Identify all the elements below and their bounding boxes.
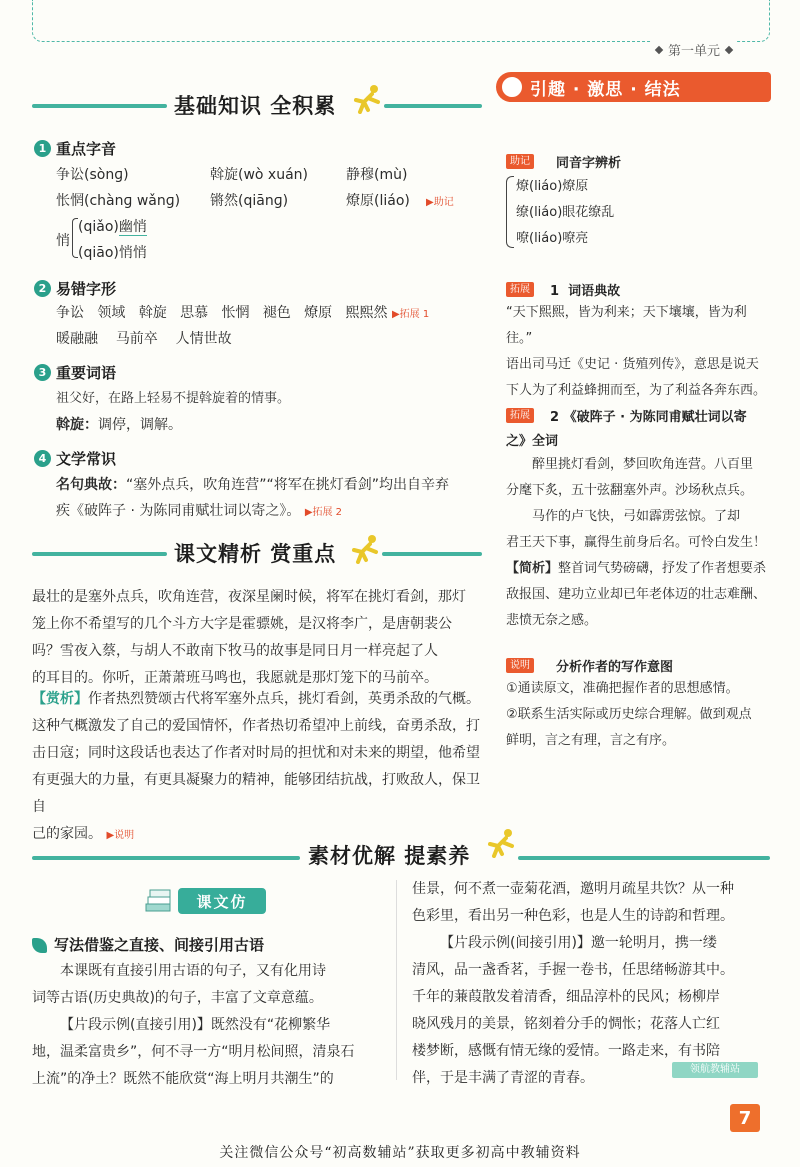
material-right-text: 佳景，何不煮一壶菊花酒，邀明月疏星共饮？从一种 色彩里，看出另一种色彩，也是人生的诗韵和哲理。 【片段示例(间接引用)】邀一轮明月，携一缕 清风，品一盏香茗，手握一卷书，任思绪畅游其中。 千年的蒹葭散发着清香，细品淳朴的民风；杨柳岸 晓风残月的美景，铭刻着分手的惆怅；花落人亡红 楼梦断，感慨有情无缘的爱情。一路走来，有书陪 伴，于是丰满了青涩的青春。: [412, 881, 734, 1086]
watermark-stamp: 领航教辅站: [672, 1062, 758, 1078]
section-title-analysis: 课文精析 赏重点: [174, 542, 337, 566]
literature-line: 名句典故：“塞外点兵，吹角连营”“将军在挑灯看剑”均出自辛弃: [56, 477, 450, 493]
material-heading: 写法借鉴之直接、间接引用古语: [54, 936, 265, 954]
box-title: 1 词语典故: [550, 284, 621, 299]
extension-tag[interactable]: ▶拓展 1: [391, 309, 430, 320]
brief-analysis: 【简析】整首词气势磅礴，抒发了作者想要杀 敌报国、建功立业却已年老体迈的壮志难酬、 悲愤无奈之感。: [506, 561, 767, 628]
poem: 醉里挑灯看剑，梦回吹角连营。八百里 分麾下炙，五十弦翻塞外声。沙场秋点兵。 马作的卢飞快，弓如霹雳弦惊。了却 君王天下事，赢得生前身后名。可怜白发生！: [506, 457, 767, 550]
pron-item: (qiǎo)幽悄: [78, 219, 147, 235]
mnemonic-tag[interactable]: ▶助记: [426, 197, 454, 208]
number-badge: 4: [34, 450, 51, 467]
qiao-char: 悄: [56, 233, 70, 249]
subheading-characters: 易错字形: [56, 280, 117, 298]
section-title-basics: 基础知识 全积累: [174, 94, 337, 118]
char-list: 暖融融 马前卒 人情世故: [56, 331, 232, 347]
number-badge: 2: [34, 280, 51, 297]
section-title-material: 素材优解 提素养: [308, 844, 471, 868]
section-bar: [382, 552, 482, 556]
writing-intent: ①通读原文，准确把握作者的思想感情。 ②联系生活实际或历史综合理解。做到观点 鲜明，言之有理，言之有序。: [506, 681, 752, 748]
section-bar: [32, 856, 300, 860]
box-title: 2 《破阵子 · 为陈同甫赋壮词以寄: [550, 410, 747, 425]
column-divider: [396, 880, 397, 1080]
literature-line: 疾《破阵子 · 为陈同甫赋壮词以寄之》。 ▶拓展 2: [56, 498, 342, 526]
number-badge: 3: [34, 364, 51, 381]
homophone-list: 燎(liáo)燎原 缭(liáo)眼花缭乱 嘹(liáo)嘹亮: [516, 179, 615, 246]
mnemonic-label: 助记: [506, 154, 534, 169]
section-bar: [32, 104, 167, 108]
extension-label: 拓展: [506, 282, 534, 297]
idiom-explanation: “天下熙熙，皆为利来；天下壤壤，皆为利往。” 语出司马迁《史记 · 货殖列传》，意思是说天 下人为了利益蜂拥而至，为了利益各奔东西。: [506, 305, 767, 398]
extension-tag[interactable]: ▶拓展 2: [304, 507, 343, 518]
pron-item: 燎原(liáo): [346, 193, 410, 209]
pron-item: 争讼(sònɡ): [56, 167, 129, 183]
pron-item: 锵然(qiānɡ): [210, 193, 289, 209]
explanation-tag[interactable]: ▶说明: [106, 830, 135, 841]
appreciation: 【赏析】作者热烈赞颂古代将军塞外点兵，挑灯看剑，英勇杀敌的气概。 这种气概激发了自己的爱国情怀，作者热切希望冲上前线，奋勇杀敌，打 击日寇；同时这段话也表达了作者对时局的担忧和对未来的期望，他希望 有更强大的力量，有更具凝聚力的精神，能够团结抗战，打败敌人，保卫自 己的家园。 ▶说明: [32, 686, 484, 849]
subheading-pronunciation: 重点字音: [56, 140, 117, 158]
box-title: 分析作者的写作意图: [556, 660, 674, 675]
pron-item: 斡旋(wò xuán): [210, 167, 308, 183]
pron-item: (qiāo)悄悄: [78, 245, 147, 261]
definition: 斡旋：调停，调解。: [56, 417, 182, 433]
box-title: 之》全词: [506, 434, 559, 449]
runner-icon: [484, 828, 518, 858]
section-bar: [518, 856, 770, 860]
box-title: 同音字辨析: [556, 156, 622, 171]
books-icon: [144, 888, 174, 914]
footer-note: 关注微信公众号“初高数辅站”获取更多初高中教辅资料: [219, 1145, 581, 1161]
right-banner: 引趣 · 激思 · 结法: [496, 72, 771, 102]
section-bar: [32, 552, 167, 556]
top-frame: [32, 0, 770, 42]
quoted-passage: 最壮的是塞外点兵，吹角连营，夜深星阑时候，将军在挑灯看剑，那灯 笼上你不希望写的几个斗方大字是霍骠姚，是汉将李广，是唐朝裴公 吗？雪夜入蔡，与胡人不敢南下牧马的故事是同日月一样亮起了人 的耳目的。你听，正萧萧班马鸣也，我愿就是那灯笼下的马前卒。: [32, 589, 466, 686]
char-list: 争讼 领域 斡旋 思慕 怅惘 褪色 燎原 熙熙然 ▶拓展 1: [56, 300, 429, 328]
pron-item: 怅惘(chànɡ wǎnɡ): [56, 193, 181, 209]
material-left-text: 本课既有直接引用古语的句子，又有化用诗 词等古语(历史典故)的句子，丰富了文章意蕴。 【片段示例(直接引用)】既然没有“花柳繁华 地，温柔富贵乡”，何不寻一方“明月松间照，清泉石 上流”的净土？既然不能欣赏“海上明月共潮生”的: [32, 963, 355, 1087]
explanation-label: 说明: [506, 658, 534, 673]
diamond-icon: [655, 45, 663, 53]
pron-item: 静穆(mù): [346, 167, 408, 183]
runner-icon: [348, 534, 382, 564]
unit-tag: 第一单元: [652, 40, 736, 59]
subheading-literature: 文学常识: [56, 450, 117, 468]
page-number: 7: [730, 1104, 760, 1132]
smiley-icon: [500, 75, 524, 99]
subheading-vocabulary: 重要词语: [56, 364, 117, 382]
lesson-imitation-badge: 课文仿: [178, 888, 266, 914]
extension-label: 拓展: [506, 408, 534, 423]
example-sentence: 祖父好，在路上轻易不提斡旋着的情事。: [56, 391, 291, 406]
section-bar: [384, 104, 482, 108]
diamond-icon: [725, 45, 733, 53]
leaf-icon: [32, 938, 47, 953]
number-badge: 1: [34, 140, 51, 157]
runner-icon: [350, 84, 384, 114]
brace: [506, 176, 514, 248]
